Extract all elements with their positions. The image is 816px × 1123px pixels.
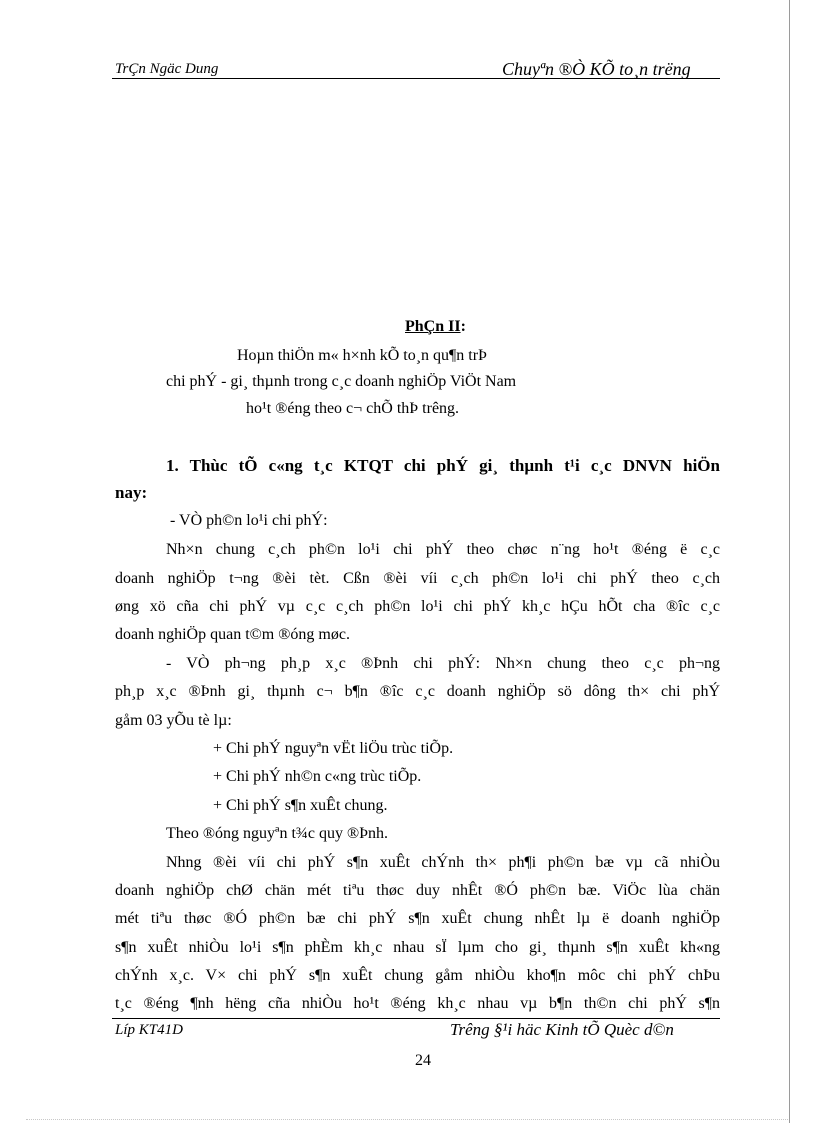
part-subtitle-line: chi phÝ - gi¸ thµnh trong c¸c doanh nghiÖp ViÖt Nam	[166, 373, 517, 390]
part-subtitle-line: ho¹t ®éng theo c¬ chÕ thÞ trêng.	[246, 400, 460, 417]
body-line: doanh nghiÖp t¬ng ®èi tèt. Cßn ®èi víi c¸ch ph©n lo¹i chi phÝ theo c¸ch	[115, 570, 720, 587]
footer-rule	[112, 1018, 720, 1019]
part-title	[405, 319, 466, 335]
list-item: + Chi phÝ s¶n xuÊt chung.	[213, 797, 388, 814]
body-line: mét tiªu thøc ®Ó ph©n bæ chi phÝ s¶n xuÊt chung nhÊt lµ ë doanh nghiÖp	[115, 910, 720, 927]
page-break-marker	[26, 1119, 790, 1120]
part-label: PhÇn II	[405, 318, 461, 335]
list-item: + Chi phÝ nguyªn vËt liÖu trùc tiÕp.	[213, 740, 454, 757]
list-item: + Chi phÝ nh©n c«ng trùc tiÕp.	[213, 768, 422, 785]
footer-school: Trêng §¹i häc Kinh tÕ Quèc d©n	[450, 1020, 674, 1039]
section-heading: 1. Thùc tÕ c«ng t¸c KTQT chi phÝ gi¸ thµnh t¹i c¸c DNVN hiÖn	[166, 456, 720, 475]
body-line: doanh nghiÖp chØ chän mét tiªu thøc duy nhÊt ®Ó ph©n bæ. ViÖc lùa chän	[115, 882, 720, 899]
body-line: Nh×n chung c¸ch ph©n lo¹i chi phÝ theo chøc n¨ng ho¹t ®éng ë c¸c	[166, 541, 720, 558]
body-line: t¸c ®éng ¶nh hëng cña nhiÒu ho¹t ®éng kh¸c nhau vµ b¶n th©n chi phÝ s¶n	[115, 995, 720, 1012]
header-author: TrÇn Ngäc Dung	[115, 61, 219, 77]
body-line: gåm 03 yÕu tè lµ:	[115, 712, 232, 729]
page-edge-line	[789, 0, 790, 1123]
body-line: Nhng ®èi víi chi phÝ s¶n xuÊt chÝnh th× ph¶i ph©n bæ vµ cã nhiÒu	[166, 854, 720, 871]
body-line: - VÒ ph¬ng ph¸p x¸c ®Þnh chi phÝ: Nh×n chung theo c¸c ph¬ng	[166, 655, 720, 672]
part-suffix: :	[460, 318, 466, 335]
part-subtitle-line: Hoµn thiÖn m« h×nh kÕ to¸n qu¶n trÞ	[237, 347, 487, 364]
body-line: ph¸p x¸c ®Þnh gi¸ thµnh c¬ b¶n ®îc c¸c doanh nghiÖp sö dông th× chi phÝ	[115, 683, 720, 700]
footer-class: Líp KT41D	[115, 1022, 183, 1038]
page-number: 24	[415, 1052, 431, 1069]
header-rule	[112, 78, 720, 79]
section-heading-cont: nay:	[115, 483, 148, 502]
body-line: chÝnh x¸c. V× chi phÝ s¶n xuÊt chung gåm nhiÒu kho¶n môc chi phÝ chÞu	[115, 967, 720, 984]
body-line: doanh nghiÖp quan t©m ®óng møc.	[115, 626, 350, 643]
body-line: - VÒ ph©n lo¹i chi phÝ:	[170, 512, 328, 529]
body-line: øng xö cña chi phÝ vµ c¸c c¸ch ph©n lo¹i chi phÝ kh¸c hÇu hÕt cha ®îc c¸c	[115, 598, 720, 615]
body-line: Theo ®óng nguyªn t¾c quy ®Þnh.	[166, 825, 389, 842]
header-topic: Chuyªn ®Ò KÕ to¸n trëng	[502, 59, 691, 79]
body-line: s¶n xuÊt nhiÒu lo¹i s¶n phÈm kh¸c nhau sÏ lµm cho gi¸ thµnh s¶n xuÊt kh«ng	[115, 939, 720, 956]
